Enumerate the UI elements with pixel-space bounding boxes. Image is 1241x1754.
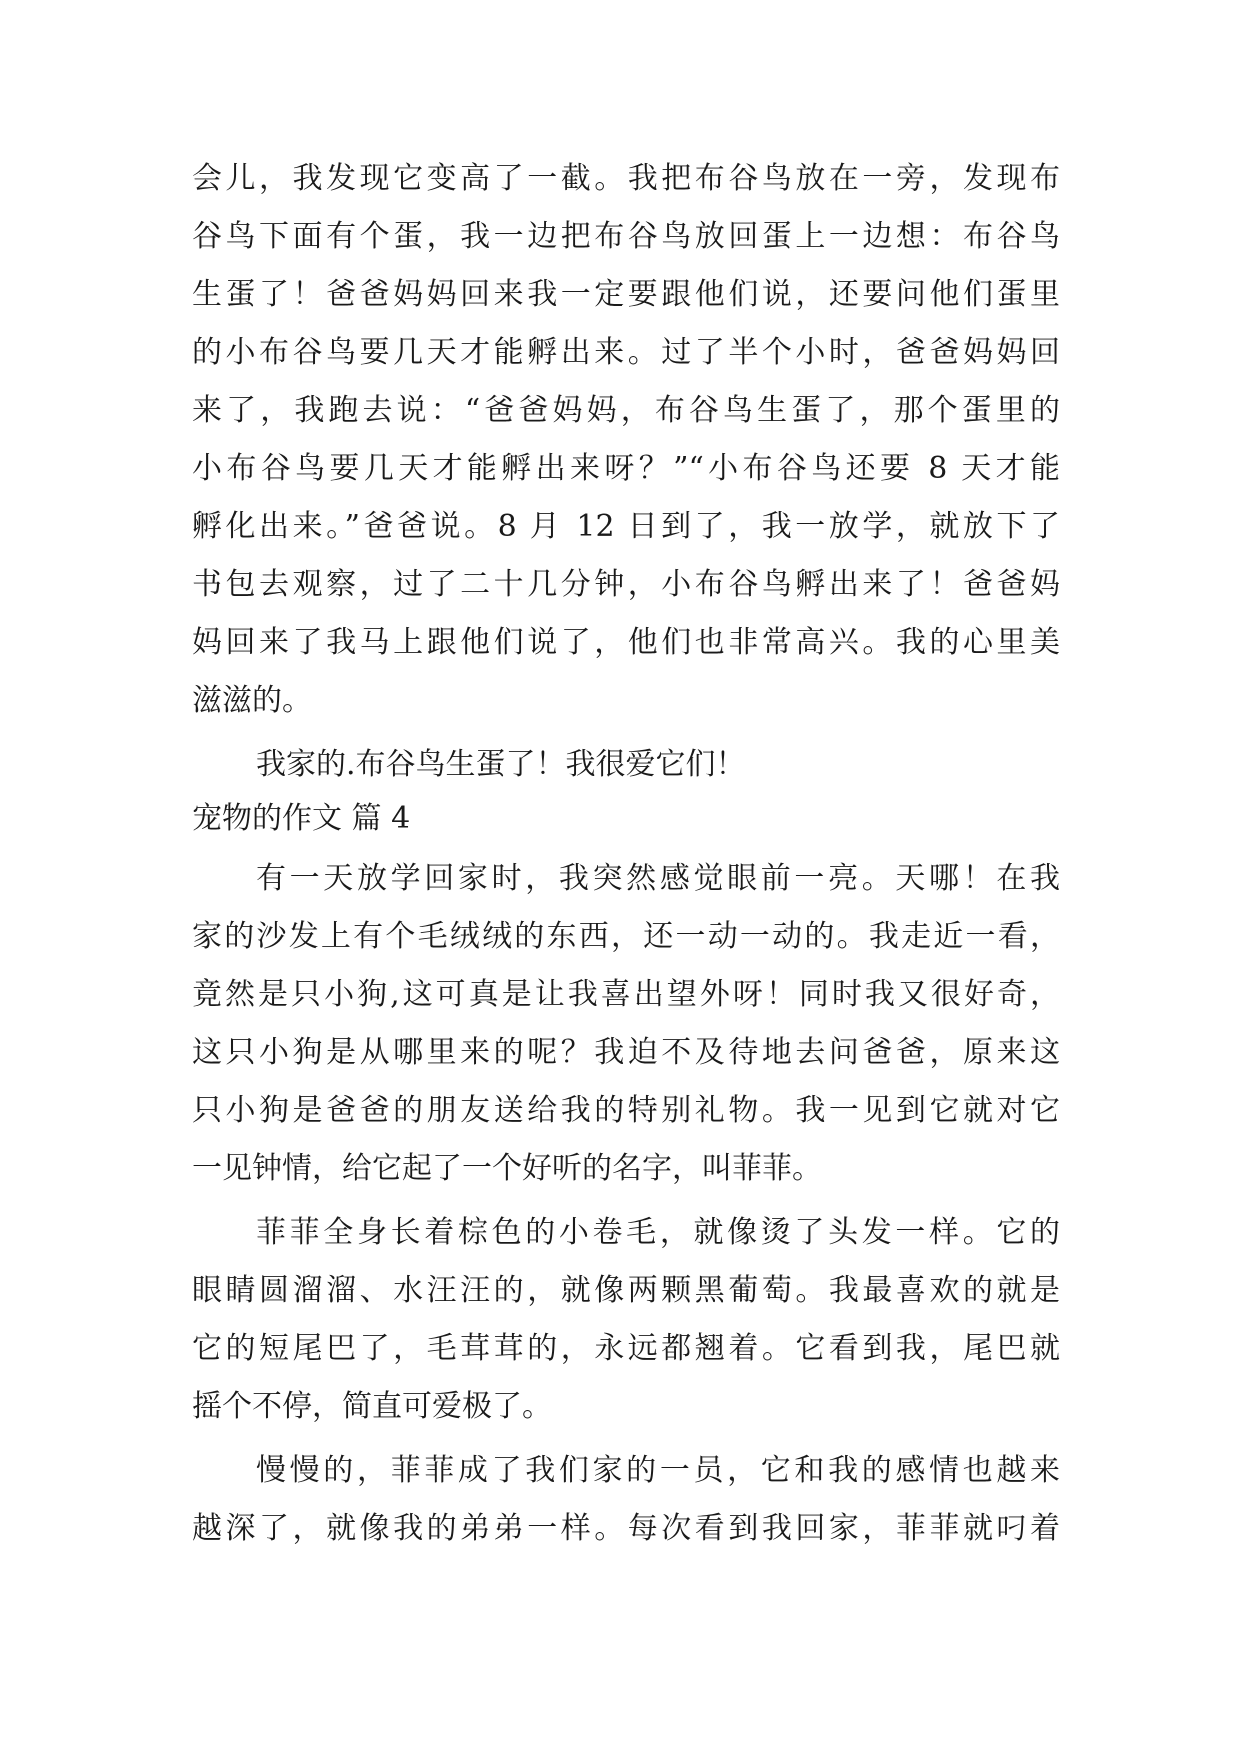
text-line: 小布谷鸟要几天才能孵出来呀？”“小布谷鸟还要 8 天才能 xyxy=(192,451,1060,486)
text-line: 孵化出来。”爸爸说。8 月 12 日到了，我一放学，就放下了 xyxy=(192,509,1060,544)
text-line: 有一天放学回家时，我突然感觉眼前一亮。天哪！在我 xyxy=(256,861,1060,896)
text-line: 慢慢的，菲菲成了我们家的一员，它和我的感情也越来 xyxy=(256,1453,1060,1488)
text-line: 越深了，就像我的弟弟一样。每次看到我回家，菲菲就叼着 xyxy=(192,1511,1060,1546)
text-line: 只小狗是爸爸的朋友送给我的特别礼物。我一见到它就对它 xyxy=(192,1093,1060,1128)
text-line: 书包去观察，过了二十几分钟，小布谷鸟孵出来了！爸爸妈 xyxy=(192,567,1060,602)
document-page xyxy=(192,150,1060,1558)
closing-line: 我家的.布谷鸟生蛋了！我很爱它们！ xyxy=(256,747,746,782)
text-line: 竟然是只小狗,这可真是让我喜出望外呀！同时我又很好奇， xyxy=(192,977,1060,1012)
paragraph-2 xyxy=(192,1204,1060,1436)
text-line: 妈回来了我马上跟他们说了，他们也非常高兴。我的心里美 xyxy=(192,625,1060,660)
continuation-paragraph xyxy=(192,150,1060,730)
paragraph-1 xyxy=(192,850,1060,1198)
text-line: 眼睛圆溜溜、水汪汪的，就像两颗黑葡萄。我最喜欢的就是 xyxy=(192,1273,1060,1308)
text-line: 来了，我跑去说：“爸爸妈妈，布谷鸟生蛋了，那个蛋里的 xyxy=(192,393,1060,428)
text-line: 谷鸟下面有个蛋，我一边把布谷鸟放回蛋上一边想：布谷鸟 xyxy=(192,219,1060,254)
paragraph-3 xyxy=(192,1442,1060,1558)
text-line: 生蛋了！爸爸妈妈回来我一定要跟他们说，还要问他们蛋里 xyxy=(192,277,1060,312)
text-line: 菲菲全身长着棕色的小卷毛，就像烫了头发一样。它的 xyxy=(256,1215,1060,1250)
text-line: 的小布谷鸟要几天才能孵出来。过了半个小时，爸爸妈妈回 xyxy=(192,335,1060,370)
text-line: 会儿，我发现它变高了一截。我把布谷鸟放在一旁，发现布 xyxy=(192,161,1060,196)
text-line: 家的沙发上有个毛绒绒的东西，还一动一动的。我走近一看， xyxy=(192,919,1060,954)
text-line: 一见钟情，给它起了一个好听的名字，叫菲菲。 xyxy=(192,1151,822,1186)
text-line: 这只小狗是从哪里来的呢？我迫不及待地去问爸爸，原来这 xyxy=(192,1035,1060,1070)
text-line: 摇个不停，简直可爱极了。 xyxy=(192,1389,552,1424)
text-line: 滋滋的。 xyxy=(192,683,312,718)
text-line: 它的短尾巴了，毛茸茸的，永远都翘着。它看到我，尾巴就 xyxy=(192,1331,1060,1366)
section-heading: 宠物的作文 篇 4 xyxy=(192,801,411,836)
